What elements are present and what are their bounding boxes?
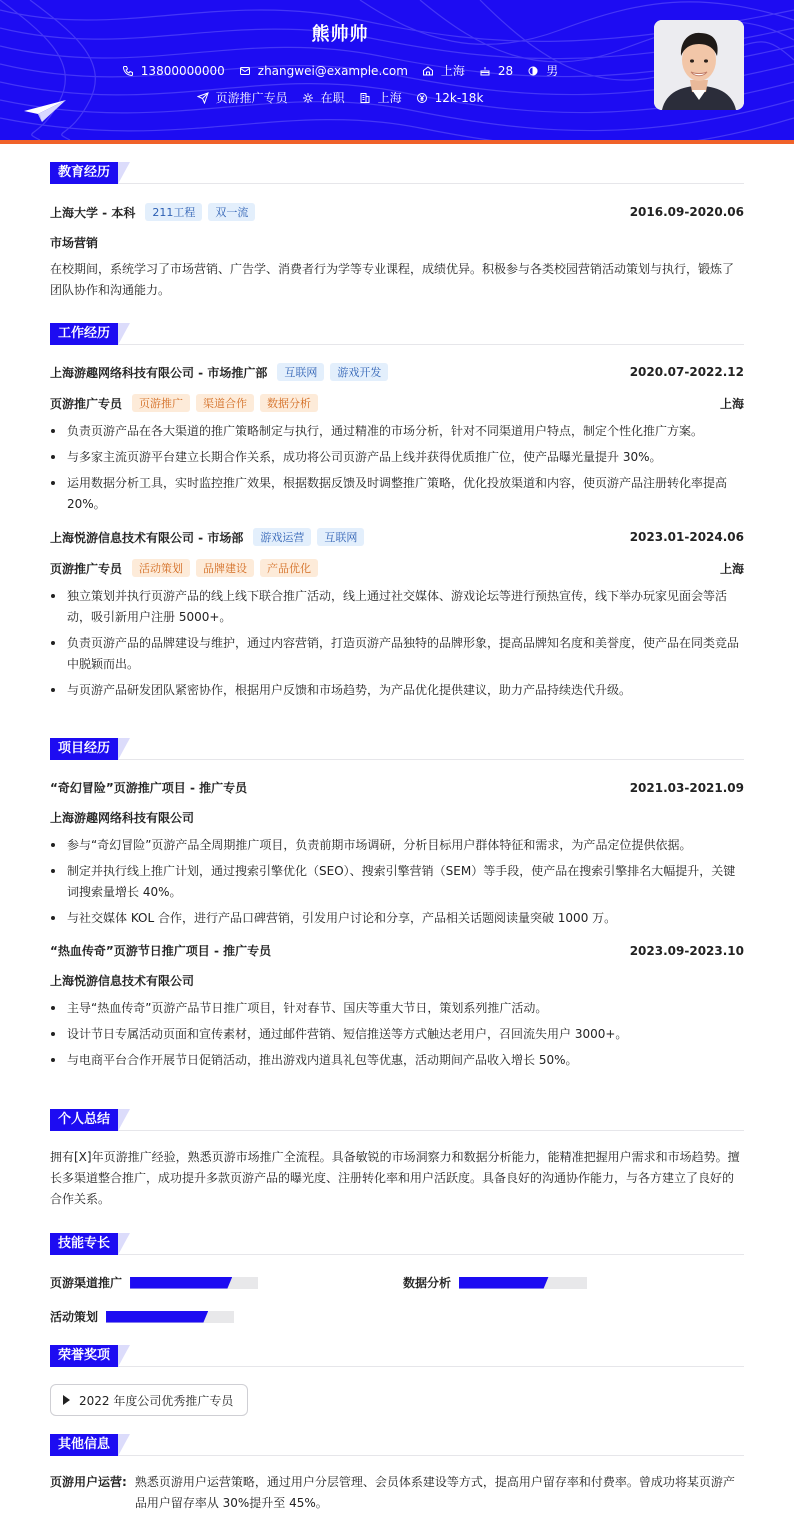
work-date: 2023.01-2024.06: [629, 530, 744, 544]
work-bullets: [50, 586, 744, 701]
section-title-label: 其他信息: [50, 1434, 118, 1456]
skill-tag: 渠道合作: [196, 394, 254, 412]
education-section: [50, 162, 744, 301]
school-tag: 双一流: [208, 203, 255, 221]
industry-tag: 游戏运营: [253, 528, 311, 546]
status-info: [302, 89, 345, 106]
other-info-label: 页游用户运营:: [50, 1475, 127, 1489]
target-city-info: [359, 89, 402, 106]
bullet-item: 主导“热血传奇”页游产品节日推广项目，针对春节、国庆等重大节日，策划系列推广活动。: [50, 998, 744, 1019]
contact-info-row: [0, 62, 680, 79]
role-name: 页游推广专员: [50, 561, 123, 576]
award-item[interactable]: [50, 1384, 248, 1416]
city-info: [422, 62, 465, 79]
yen-icon: [416, 92, 428, 104]
skill-level-fill: [106, 1311, 208, 1323]
project-item: [50, 942, 744, 1071]
resume-header: [0, 0, 794, 140]
skills-section: [50, 1233, 744, 1255]
home-icon: [422, 65, 434, 77]
project-company: 上海悦游信息技术有限公司: [50, 974, 195, 988]
work-role-line: [50, 394, 744, 412]
age-text: 28: [497, 63, 514, 78]
bullet-item: 与页游产品研发团队紧密协作，根据用户反馈和市场趋势，为产品优化提供建议，助力产品持续迭代升级。: [50, 680, 744, 701]
company-name: 上海悦游信息技术有限公司 - 市场部: [50, 530, 244, 545]
awards-section: [50, 1345, 744, 1367]
project-company: 上海游趣网络科技有限公司: [50, 811, 195, 825]
role-name: 页游推广专员: [50, 396, 123, 411]
gender-info: [527, 62, 558, 79]
mail-icon: [239, 65, 251, 77]
candidate-name: 熊帅帅: [311, 24, 369, 45]
salary-text: 12k-18k: [434, 90, 484, 105]
section-title: [50, 162, 744, 184]
project-company-line: [50, 972, 744, 989]
skill-tag: 页游推广: [132, 394, 190, 412]
job-info: [197, 89, 288, 106]
summary-section: [50, 1109, 744, 1210]
section-title-tail: [118, 1345, 130, 1367]
work-role-line: [50, 559, 744, 577]
work-company-line: [50, 528, 744, 546]
work-item: [50, 528, 744, 701]
send-icon: [197, 92, 209, 104]
company-name: 上海游趣网络科技有限公司 - 市场推广部: [50, 365, 268, 380]
work-bullets: [50, 421, 744, 515]
project-name-line: [50, 942, 744, 959]
job-text: 页游推广专员: [215, 91, 288, 105]
skill-tag: 数据分析: [260, 394, 318, 412]
section-title: [50, 1233, 744, 1255]
skill-name: 活动策划: [50, 1310, 99, 1324]
section-title: [50, 738, 744, 760]
skill-level-bar: [106, 1311, 234, 1323]
skill-name: 数据分析: [403, 1276, 452, 1290]
skill-level-bar: [459, 1277, 587, 1289]
summary-text: 拥有[X]年页游推广经验，熟悉页游市场推广全流程。具备敏锐的市场洞察力和数据分析能力，能精准把握用户需求和市场趋势。擅长多渠道整合推广，成功提升多款页游产品的曝光度、注册转化率和用户活跃度。具备良好的沟通协作能力，与各方建立了良好的合作关系。: [50, 1150, 740, 1206]
section-title-label: 荣誉奖项: [50, 1345, 118, 1367]
education-date: 2016.09-2020.06: [629, 205, 744, 219]
skill-item: [403, 1274, 587, 1291]
skill-level-fill: [130, 1277, 232, 1289]
paper-plane-icon: [24, 100, 66, 122]
bullet-item: 负责页游产品在各大渠道的推广策略制定与执行，通过精准的市场分析，针对不同渠道用户特点，制定个性化推广方案。: [50, 421, 744, 442]
section-title-label: 技能专长: [50, 1233, 118, 1255]
section-title-tail: [118, 1233, 130, 1255]
bullet-item: 与多家主流页游平台建立长期合作关系，成功将公司页游产品上线并获得优质推广位，使产品曝光量提升 30%。: [50, 447, 744, 468]
section-title-tail: [118, 1109, 130, 1131]
header-accent-stripe: [0, 140, 794, 144]
project-company-line: [50, 809, 744, 826]
phone-info: [122, 64, 225, 78]
other-info-row: [50, 1472, 744, 1514]
section-title-tail: [118, 1434, 130, 1456]
phone-text[interactable]: 13800000000: [140, 63, 225, 78]
building-icon: [359, 92, 371, 104]
section-title: [50, 1434, 744, 1456]
avatar-portrait: [654, 20, 744, 110]
section-title-label: 个人总结: [50, 1109, 118, 1131]
status-icon: [302, 92, 314, 104]
section-title: [50, 1345, 744, 1367]
section-title-label: 工作经历: [50, 323, 118, 345]
bullet-item: 运用数据分析工具，实时监控推广效果，根据数据反馈及时调整推广策略，优化投放渠道和内容，使页游产品注册转化率提高 20%。: [50, 473, 744, 515]
bullet-item: 设计节日专属活动页面和宣传素材，通过邮件营销、短信推送等方式触达老用户，召回流失用户 3000+。: [50, 1024, 744, 1045]
section-title-label: 项目经历: [50, 738, 118, 760]
job-info-row: [0, 89, 680, 106]
skill-tag: 品牌建设: [196, 559, 254, 577]
bullet-item: 制定并执行线上推广计划，通过搜索引擎优化（SEO）、搜索引擎营销（SEM）等手段，使产品在搜索引擎排名大幅提升，关键词搜索量增长 40%。: [50, 861, 744, 903]
industry-tag: 游戏开发: [330, 363, 388, 381]
award-name: 2022 年度公司优秀推广专员: [79, 1393, 234, 1408]
project-bullets: [50, 998, 744, 1071]
school-name: 上海大学 - 本科: [50, 205, 136, 220]
gender-icon: [527, 65, 539, 77]
section-title-tail: [118, 162, 130, 184]
work-city: 上海: [719, 396, 744, 411]
profile-photo: [654, 20, 744, 110]
salary-info: [416, 91, 484, 105]
age-info: [479, 64, 513, 78]
education-heading: [50, 203, 744, 221]
skill-tag: 产品优化: [260, 559, 318, 577]
skill-item: [50, 1308, 234, 1325]
play-triangle-icon: [63, 1395, 70, 1405]
section-title: [50, 1109, 744, 1131]
projects-section: [50, 738, 744, 1076]
school-tag: 211工程: [145, 203, 202, 221]
project-date: 2021.03-2021.09: [629, 780, 744, 795]
project-bullets: [50, 835, 744, 929]
skill-level-fill: [459, 1277, 549, 1289]
skill-level-bar: [130, 1277, 258, 1289]
skill-name: 页游渠道推广: [50, 1276, 123, 1290]
other-info-text: 熟悉页游用户运营策略，通过用户分层管理、会员体系建设等方式，提高用户留存率和付费率。曾成功将某页游产品用户留存率从 30%提升至 45%。: [134, 1475, 735, 1510]
project-item: [50, 779, 744, 929]
project-date: 2023.09-2023.10: [629, 943, 744, 958]
work-city: 上海: [719, 561, 744, 576]
gender-text: 男: [546, 64, 559, 78]
target-city-text: 上海: [377, 91, 402, 105]
skill-item: [50, 1274, 258, 1291]
industry-tag: 互联网: [317, 528, 364, 546]
major-line: [50, 234, 744, 251]
section-title: [50, 323, 744, 345]
work-date: 2020.07-2022.12: [629, 365, 744, 379]
status-text: 在职: [320, 91, 345, 105]
work-item: [50, 363, 744, 515]
section-title-label: 教育经历: [50, 162, 118, 184]
project-name: “热血传奇”页游节日推广项目 - 推广专员: [50, 944, 272, 958]
education-description: 在校期间，系统学习了市场营销、广告学、消费者行为学等专业课程，成绩优异。积极参与各类校园营销活动策划与执行，锻炼了团队协作和沟通能力。: [50, 262, 735, 297]
phone-icon: [122, 65, 134, 77]
work-company-line: [50, 363, 744, 381]
email-info: [239, 64, 408, 78]
section-title-tail: [118, 323, 130, 345]
industry-tag: 互联网: [277, 363, 324, 381]
email-text[interactable]: zhangwei@example.com: [257, 63, 408, 78]
major-name: 市场营销: [50, 236, 99, 250]
cake-icon: [479, 65, 491, 77]
skill-tag: 活动策划: [132, 559, 190, 577]
other-section: [50, 1434, 744, 1514]
section-title-tail: [118, 738, 130, 760]
bullet-item: 参与“奇幻冒险”页游产品全周期推广项目，负责前期市场调研，分析目标用户群体特征和需求，为产品定位提供依据。: [50, 835, 744, 856]
bullet-item: 负责页游产品的品牌建设与维护，通过内容营销，打造页游产品独特的品牌形象，提高品牌知名度和美誉度，使产品在同类竞品中脱颖而出。: [50, 633, 744, 675]
city-text: 上海: [440, 64, 465, 78]
bullet-item: 与社交媒体 KOL 合作，进行产品口碑营销，引发用户讨论和分享，产品相关话题阅读量突破 1000 万。: [50, 908, 744, 929]
bullet-item: 独立策划并执行页游产品的线上线下联合推广活动，线上通过社交媒体、游戏论坛等进行预热宣传，线下举办玩家见面会等活动，吸引新用户注册 5000+。: [50, 586, 744, 628]
project-name-line: [50, 779, 744, 796]
project-name: “奇幻冒险”页游推广项目 - 推广专员: [50, 781, 248, 795]
bullet-item: 与电商平台合作开展节日促销活动，推出游戏内道具礼包等优惠，活动期间产品收入增长 50%。: [50, 1050, 744, 1071]
work-section: [50, 323, 744, 706]
